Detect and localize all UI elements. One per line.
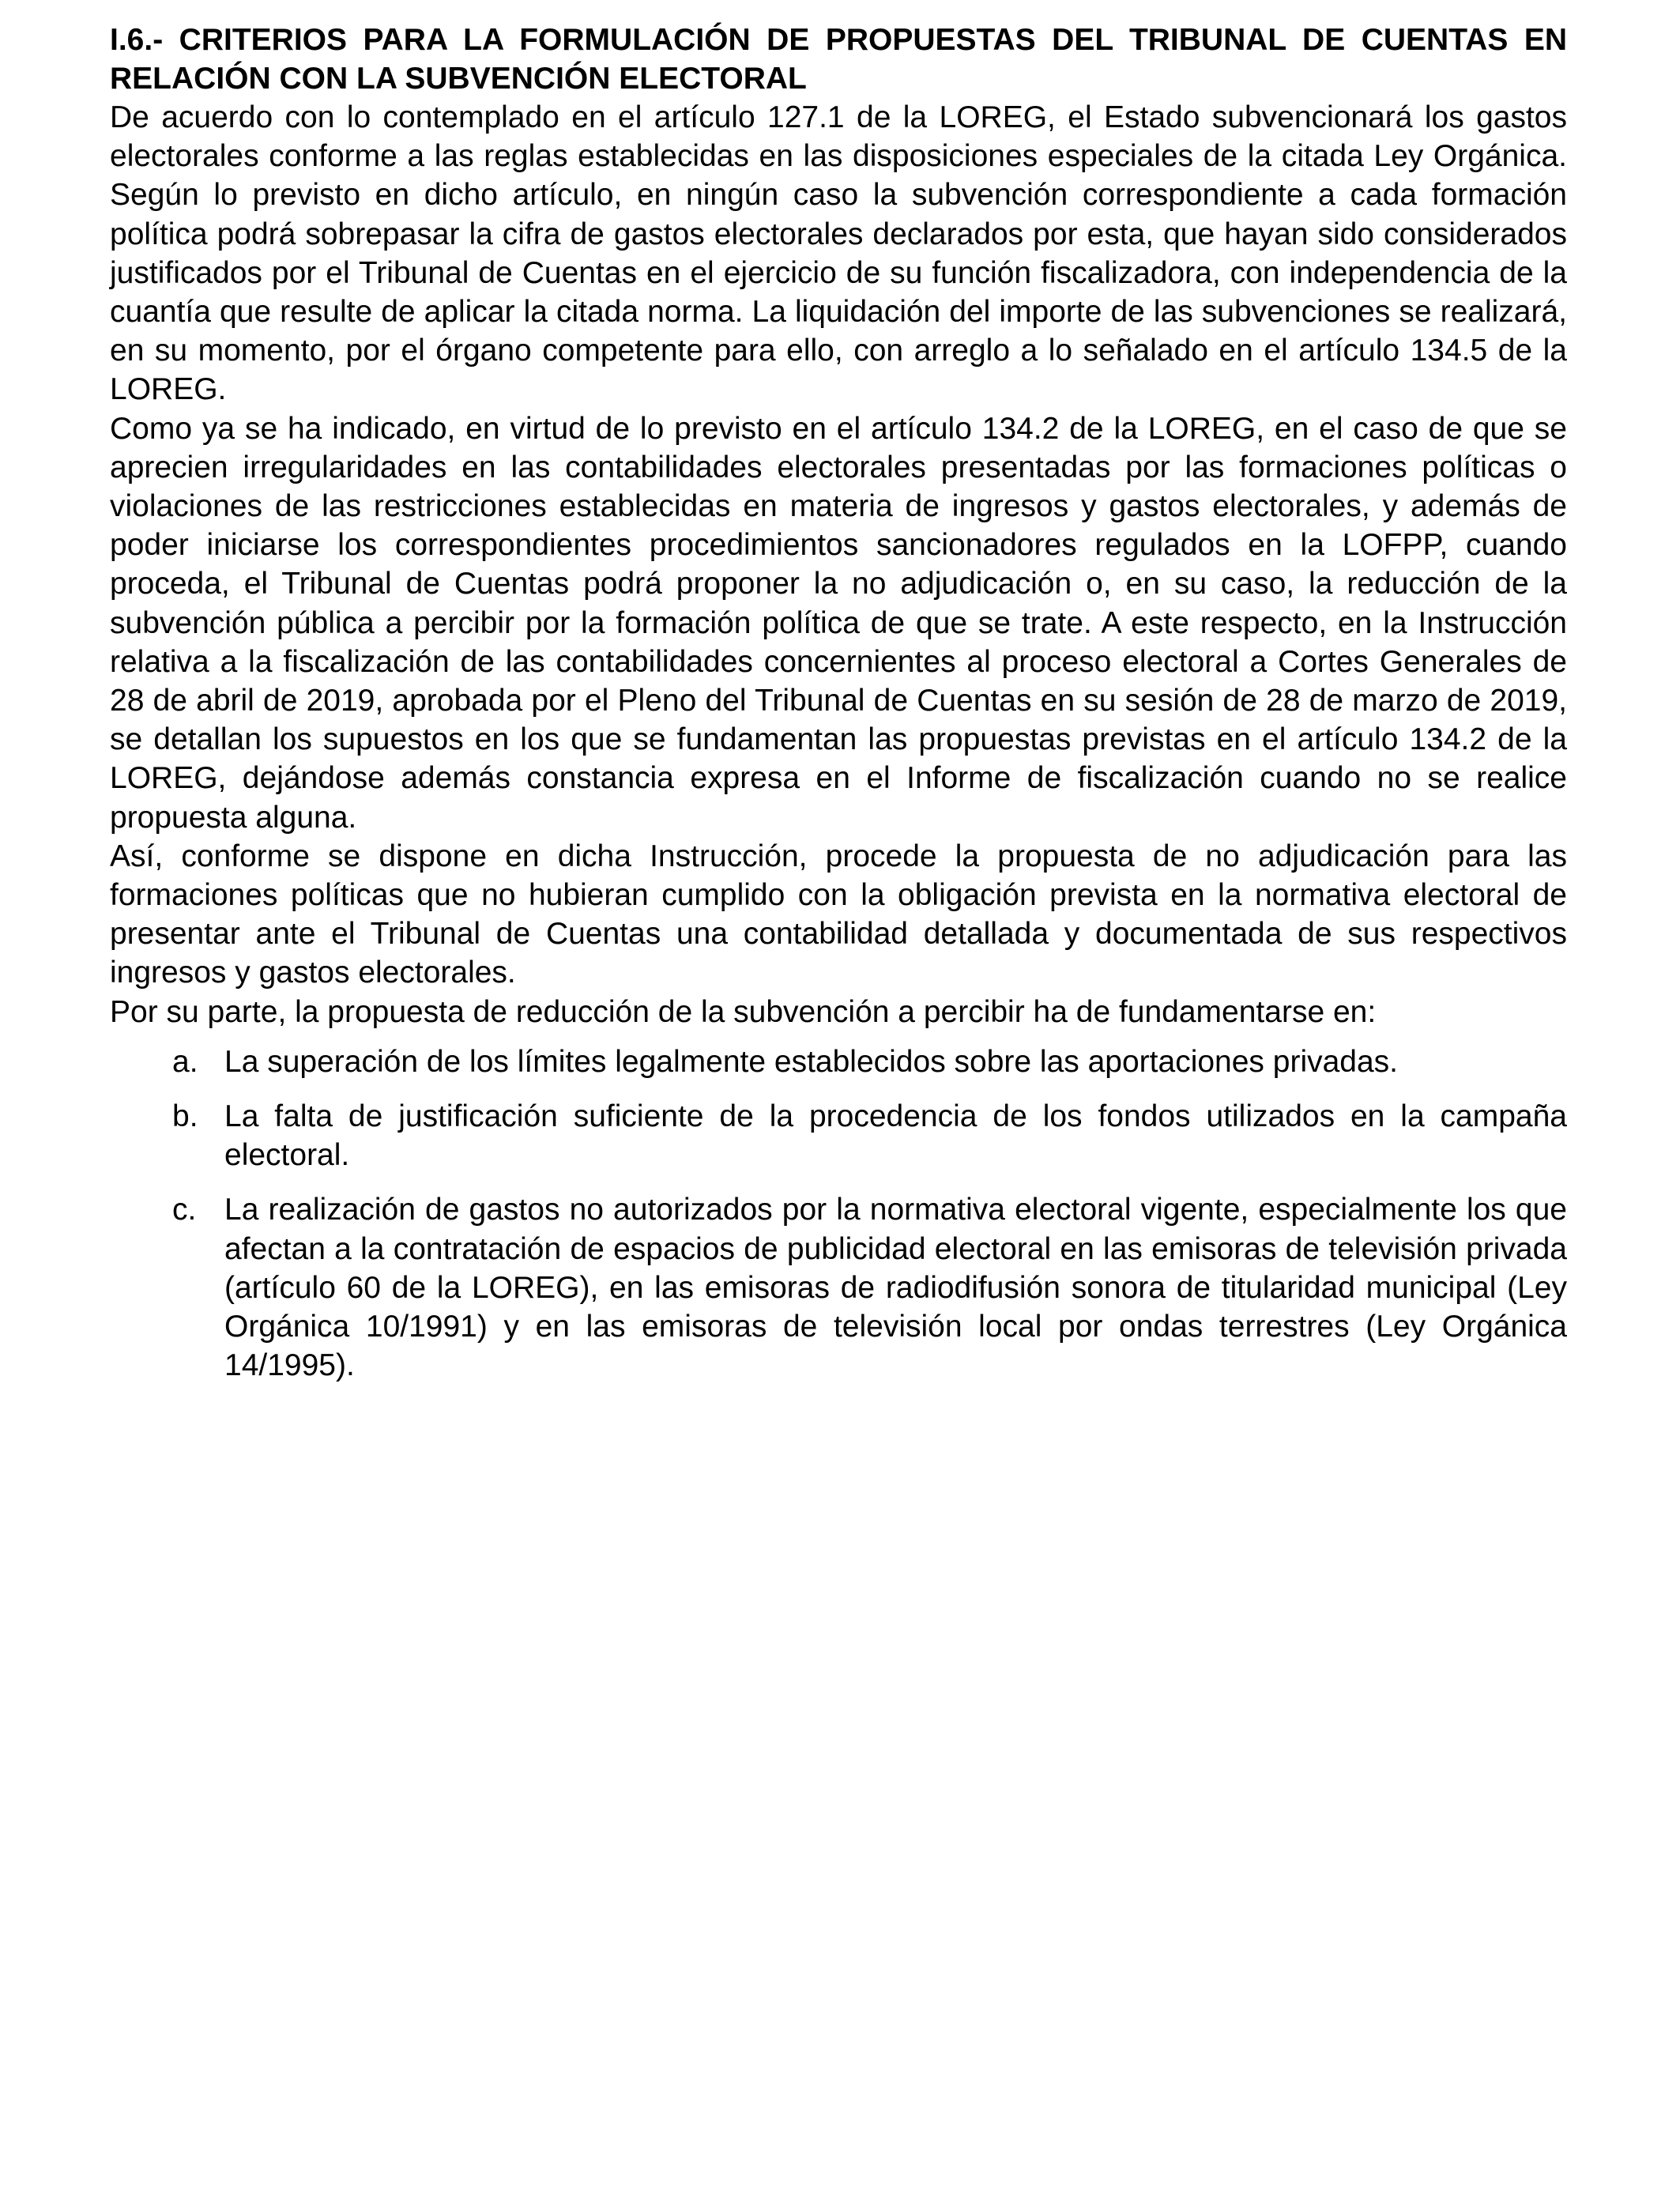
list-item	[110, 1190, 1567, 1385]
list-item	[110, 1042, 1567, 1081]
reduction-criteria-list	[110, 1042, 1567, 1385]
list-marker: b.	[172, 1099, 198, 1134]
list-item-text: La falta de justificación suficiente de la procedencia de los fondos utilizados en la campaña electoral.	[224, 1099, 1567, 1173]
list-item-text: La realización de gastos no autorizados por la normativa electoral vigente, especialmente los que afectan a la contratación de espacios de publicidad electoral en las emisoras de televisión privada (artículo 60 de la LOREG), en las emisoras de radiodifusión sonora de titularidad municipal (Ley Orgánica 10/1991) y en las emisoras de televisión local por ondas terrestres (Ley Orgánica 14/1995).	[224, 1193, 1567, 1383]
list-item-text: La superación de los límites legalmente establecidos sobre las aportaciones privadas.	[224, 1044, 1399, 1079]
paragraph-no-adjudicacion: Así, conforme se dispone en dicha Instrucción, procede la propuesta de no adjudicación para las formaciones políticas que no hubieran cumplido con la obligación prevista en la normativa electoral de presentar ante el Tribunal de Cuentas una contabilidad detallada y documentada de sus respectivos ingresos y gastos electorales.	[110, 839, 1567, 990]
section-title: I.6.- CRITERIOS PARA LA FORMULACIÓN DE PROPUESTAS DEL TRIBUNAL DE CUENTAS EN RELACIÓN CON LA SUBVENCIÓN ELECTORAL	[110, 23, 1567, 96]
list-item	[110, 1097, 1567, 1174]
paragraph-reduccion-intro: Por su parte, la propuesta de reducción de la subvención a percibir ha de fundamentarse en:	[110, 994, 1377, 1029]
list-marker: c.	[172, 1193, 197, 1227]
document-page	[110, 21, 1567, 1385]
paragraph-subvencion: De acuerdo con lo contemplado en el artículo 127.1 de la LOREG, el Estado subvencionará los gastos electorales conforme a las reglas establecidas en las disposiciones especiales de la citada Ley Orgánica. Según lo previsto en dicho artículo, en ningún caso la subvención correspondiente a cada formación política podrá sobrepasar la cifra de gastos electorales declarados por esta, que hayan sido considerados justificados por el Tribunal de Cuentas en el ejercicio de su función fiscalizadora, con independencia de la cuantía que resulte de aplicar la citada norma. La liquidación del importe de las subvenciones se realizará, en su momento, por el órgano competente para ello, con arreglo a lo señalado en el artículo 134.5 de la LOREG.	[110, 100, 1567, 407]
paragraph-irregularidades: Como ya se ha indicado, en virtud de lo previsto en el artículo 134.2 de la LOREG, en el caso de que se aprecien irregularidades en las contabilidades electorales presentadas por las formaciones políticas o violaciones de las restricciones establecidas en materia de ingresos y gastos electorales, y además de poder iniciarse los correspondientes procedimientos sancionadores regulados en la LOFPP, cuando proceda, el Tribunal de Cuentas podrá proponer la no adjudicación o, en su caso, la reducción de la subvención pública a percibir por la formación política de que se trate. A este respecto, en la Instrucción relativa a la fiscalización de las contabilidades concernientes al proceso electoral a Cortes Generales de 28 de abril de 2019, aprobada por el Pleno del Tribunal de Cuentas en su sesión de 28 de marzo de 2019, se detallan los supuestos en los que se fundamentan las propuestas previstas en el artículo 134.2 de la LOREG, dejándose además constancia expresa en el Informe de fiscalización cuando no se realice propuesta alguna.	[110, 411, 1567, 835]
list-marker: a.	[172, 1044, 198, 1079]
